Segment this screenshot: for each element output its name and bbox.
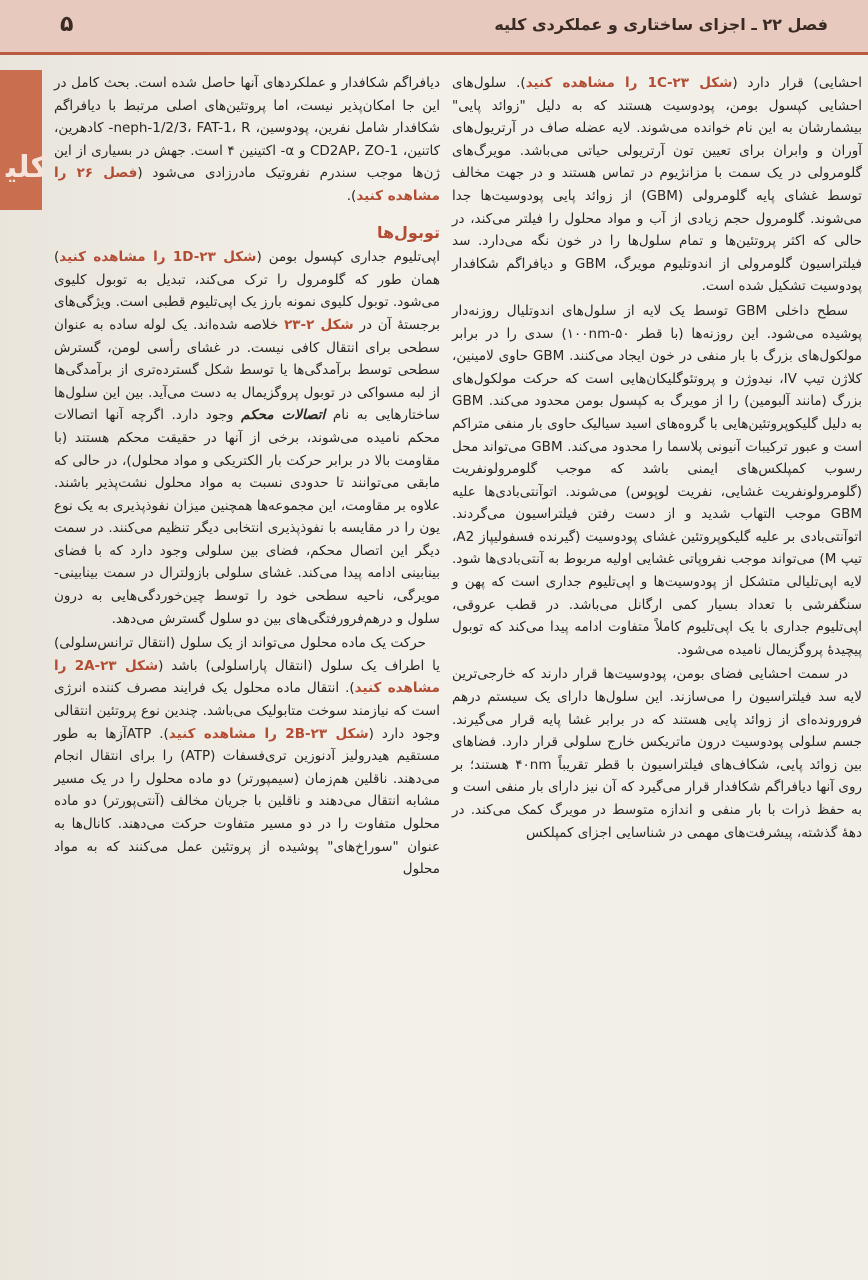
side-tab [0, 70, 48, 210]
key-term: اتصالات محکم [241, 407, 326, 424]
paragraph: احشایی) قرار دارد (شکل ۲۳-1C را مشاهده کنید). سلول‌های احشایی کپسول بومن، پودوسیت هستند که به دلیل "زوائد پایی" بیشمارشان به این نام خوانده می‌شوند. لایه عضله صاف در آرتریول‌های آوران و وابران برای تعیین تون آرتریولی حیاتی می‌باشد. مویرگ‌های گلومرولی در یک سمت با مزانژیوم در تماس هستند و در جهت مخالف توسط غشای پایه گلومرولی (GBM) از زوائد پایی پودوسیت‌ها جدا می‌شوند. گلومرول حجم زیادی از آب و مواد محلول را فیلتر می‌کند، در حالی که اکثر پروتئین‌ها و تمام سلول‌ها را در خون نگه می‌دارد. سد فیلتراسیون گلومرولی از اندوتلیوم مویرگ، GBM و دیافراگم شکافدار پودوسیت تشکیل شده است. [452, 75, 863, 295]
chapter-title: فصل ۲۲ ـ اجزای ساختاری و عملکردی کلیه [494, 15, 828, 34]
paragraph: حرکت یک ماده محلول می‌تواند از یک سلول (انتقال ترانس‌سلولی) یا اطراف یک سلول (انتقال پاراسلولی) باشد (شکل 2A-۲۳ را مشاهده کنید). انتقال ماده محلول یک فرایند مصرف کننده انرژی است که نیازمند سوخت متابولیک می‌باشد. چندین نوع پروتئین انتقالی وجود دارد (شکل 2B-۲۳ را مشاهده کنید). ATPآزها به طور مستقیم هیدرولیز آدنوزین تری‌فسفات (ATP) را برای انتقال انجام می‌دهند. ناقلین هم‌زمان (سیمپورتر) دو ماده محلول را در یک مسیر مشابه انتقال می‌دهند و ناقلین با جریان مخالف (آنتی‌پورتر) دو ماده محلول متفاوت را در دو مسیر متفاوت حرکت می‌دهند. کانال‌ها به عنوان "سوراخ‌های" پوشیده از پروتئین عمل می‌کنند که به مواد محلول [54, 635, 440, 878]
page-number: ۵ [60, 12, 74, 37]
chapter-header [0, 0, 868, 55]
figure-reference: شکل 1D-۲۳ را مشاهده کنید [59, 249, 257, 266]
figure-reference: شکل ۲۳-1C را مشاهده کنید [525, 75, 733, 91]
chapter-reference: فصل ۲۶ را مشاهده کنید [54, 165, 440, 204]
figure-reference: شکل 2A-۲۳ را مشاهده کنید [54, 657, 440, 697]
paragraph: اپی‌تلیوم جداری کپسول بومن (شکل 1D-۲۳ را مشاهده کنید) همان طور که گلومرول را ترک می‌کند، تبدیل به توبول کلیوی می‌شود. توبول کلیوی نمونه بارز یک اپی‌تلیوم قطبی است. ویژگی‌های برجستهٔ آن در شکل ۲-۲۳ خلاصه شده‌اند. یک لوله ساده به عنوان سطحی برای انتقال کافی نیست. در غشای رأسی لومن، گسترش سطحی توسط برآمدگی‌ها یا توسط شکل گسترده‌تری از برآمدگی‌ها از لبه مسواکی در توبول پروگزیمال به دست می‌آید. بین این سلول‌ها ساختارهایی به نام اتصالات محکم وجود دارد. اگرچه آنها اتصالات محکم نامیده می‌شوند، برخی از آنها در حقیقت محکم هستند (با مقاومت بالا در برابر حرکت بار الکتریکی و مواد محلول)، در حالی که مابقی می‌توانند تا حدودی نسبت به مواد محلول نشت‌پذیر باشند. علاوه بر مقاومت، این مجموعه‌ها همچنین میزان نفوذپذیری به یک نوع یون را در مقایسه با نفوذپذیری انتخابی دیگر تنظیم می‌کنند. در سمت دیگر این اتصال محکم، فضای بین سلولی وجود دارد که با فضای بینابینی ادامه پیدا می‌کند. غشای سلولی بازولترال در سمت بینابینی- مویرگی، ناحیه سطحی خود را توسط چین‌خوردگی‌هایی به درون سلول و درهم‌فرورفتگی‌های بین دو سلول گسترش می‌دهد. [54, 249, 440, 627]
paragraph: سطح داخلی GBM توسط یک لایه از سلول‌های اندوتلیال روزنه‌دار پوشیده می‌شود. این روزنه‌ها (با قطر ۱۰۰nm-۵۰) سدی را در برابر مولکول‌های بزرگ با بار منفی در خون ایجاد می‌کنند. GBM حاوی لامینین، کلاژن تیپ IV، نیدوژن و پروتئوگلیکان‌هایی است که حرکت مولکول‌های بزرگ (مانند آلبومین) را از مویرگ به کپسول بومن محدود می‌کند. GBM به دلیل گلیکوپروتئین‌هایی با گروه‌های اسید سیالیک حاوی بار منفی متراکم است و عبور ترکیبات آنیونی پلاسما را محدود می‌کند. GBM می‌تواند محل رسوب کمپلکس‌های ایمنی باشد که موجب گلومرولونفریت (گلومرولونفریت غشایی، نفریت لوپوس) می‌شوند. اتوآنتی‌بادی‌ها علیه GBM موجب التهاب شدید و از دست رفتن فیلتراسیون می‌گردند. اتوآنتی‌بادی بر علیه گلیکوپروتئین غشای پودوسیت (گیرنده فسفولیپاز A2، تیپ M) می‌تواند موجب نفروپاتی غشایی اولیه مربوط به آنتی‌بادی‌ها شود. لایه اپی‌تلیالی متشکل از پودوسیت‌ها و اپی‌تلیوم جداری است که پهن و سنگفرشی با تعداد بسیار کمی ارگانل می‌باشد. در قطب عروقی، اپی‌تلیوم جداری با یک اپی‌تلیوم کاملاً متفاوت ادامه پیدا می‌کند که توبول پیچیدهٔ پروگزیمال نامیده می‌شود. [452, 302, 863, 658]
figure-reference: شکل 2B-۲۳ را مشاهده کنید [168, 725, 369, 742]
right-column [452, 72, 862, 846]
paragraph: دیافراگم شکافدار و عملکردهای آنها حاصل شده است. بحث کامل در این جا امکان‌پذیر نیست، اما پروتئین‌های اصلی مرتبط با دیافراگم شکافدار شامل نفرین، پودوسین، neph-1/2/3، FAT-1، R- کادهرین، کاتنین، CD2AP، ZO-1 و α- اکتینین ۴ است. جهش در بسیاری از این ژن‌ها موجب سندرم نفروتیک مادرزادی می‌شود (فصل ۲۶ را مشاهده کنید). [54, 75, 440, 204]
paragraph: در سمت احشایی فضای بومن، پودوسیت‌ها قرار دارند که خارجی‌ترین لایه سد فیلتراسیون را می‌سازند. این سلول‌ها دارای یک سیستم درهم فرورونده‌ای از زوائد پایی هستند که در برابر غشا پایه قرار می‌گیرند. جسم سلولی پودوسیت درون ماتریکس خارج سلولی قرار دارد. فضاهای بین زوائد پایی، شکاف‌های فیلتراسیون با قطر تقریباً ۴۰nm هستند؛ بر روی آنها دیافراگم شکافدار قرار می‌گیرد که آن نیز دارای بار منفی است و به حفظ ذرات با بار منفی و اندازه متوسط در مویرگ کمک می‌کند. در دههٔ گذشته، پیشرفت‌های مهمی در شناسایی اجزای کمپلکس [452, 666, 862, 841]
section-heading: توبول‌ها [376, 222, 440, 242]
left-column [54, 72, 440, 883]
figure-reference: شکل ۲-۲۳ [284, 316, 354, 333]
side-tab-label: ﮐﻠﯿ [6, 150, 48, 185]
